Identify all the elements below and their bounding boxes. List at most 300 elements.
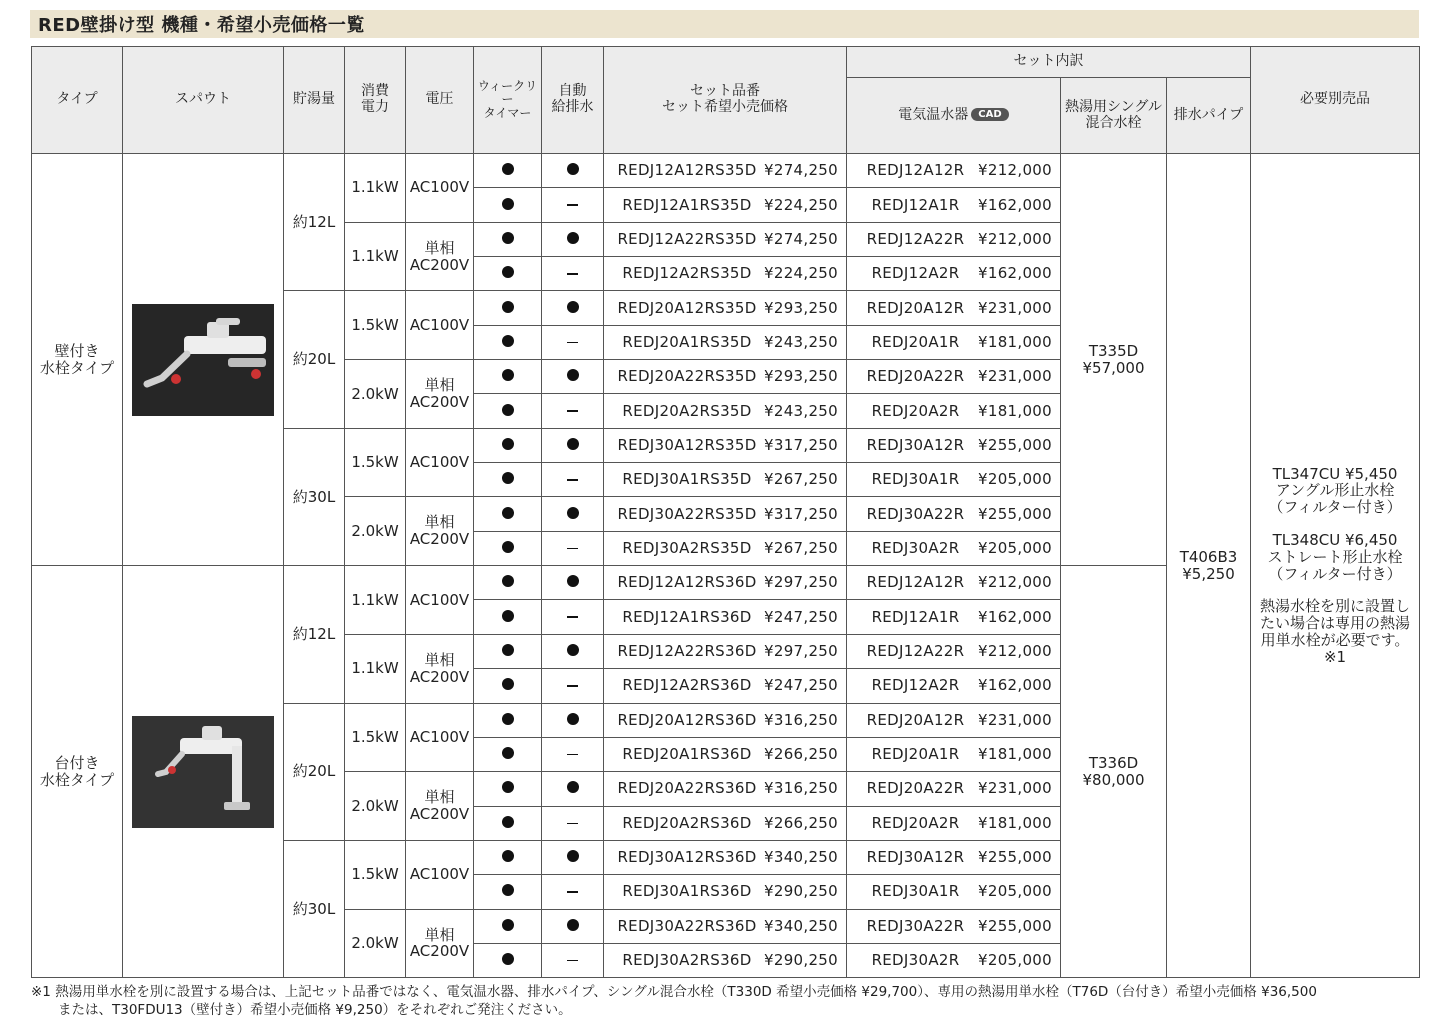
voltage-cell: AC100V [406, 703, 474, 772]
set-code-cell [604, 840, 847, 874]
auto-water-cell [542, 669, 604, 703]
set-code-cell [604, 463, 847, 497]
timer-cell [474, 257, 542, 291]
set-code-cell [604, 703, 847, 737]
auto-water-cell [542, 428, 604, 462]
heater-code-cell [847, 257, 1061, 291]
filled-dot-icon [502, 163, 514, 175]
heater-code-cell [847, 497, 1061, 531]
dash-icon [567, 960, 578, 962]
faucet-photo [132, 304, 274, 416]
capacity-cell: 約30L [284, 840, 345, 977]
required-item-1: TL347CU ¥5,450 アングル形止水栓 （フィルター付き） [1268, 464, 1402, 517]
faucet-cell: T335D ¥57,000 [1061, 154, 1167, 566]
spout-cell [123, 566, 284, 978]
set-code: REDJ20A1RS35D [622, 332, 752, 351]
filled-dot-icon [502, 541, 514, 553]
auto-water-cell [542, 943, 604, 977]
set-code: REDJ30A1RS35D [622, 470, 752, 489]
heater-code-cell [847, 531, 1061, 565]
footnote-line-2: または、T30FDU13（壁付き）希望小売価格 ¥9,250）をそれぞれご発注ください。 [58, 1002, 572, 1019]
heater-code-cell [847, 875, 1061, 909]
filled-dot-icon [502, 816, 514, 828]
set-code-cell [604, 291, 847, 325]
dash-icon [567, 823, 578, 825]
filled-dot-icon [502, 610, 514, 622]
table-row [32, 154, 1420, 188]
dash-icon [567, 616, 578, 618]
filled-dot-icon [502, 884, 514, 896]
heater-code-cell [847, 325, 1061, 359]
set-code: REDJ30A12RS35D [617, 436, 757, 455]
filled-dot-icon [502, 369, 514, 381]
timer-cell [474, 737, 542, 771]
heater-price: ¥212,000 [978, 161, 1052, 180]
cad-badge[interactable]: CAD [971, 108, 1008, 121]
heater-code: REDJ12A1R [871, 607, 960, 626]
auto-water-cell [542, 394, 604, 428]
page-title-text: RED壁掛け型 機種・希望小売価格一覧 [38, 15, 365, 36]
dash-icon [567, 410, 578, 412]
heater-code-cell [847, 840, 1061, 874]
heater-price: ¥162,000 [978, 607, 1052, 626]
header-drain: 排水パイプ [1167, 78, 1251, 154]
filled-dot-icon [567, 369, 579, 381]
set-price: ¥293,250 [764, 298, 838, 317]
heater-price: ¥231,000 [978, 779, 1052, 798]
set-code: REDJ30A22RS35D [617, 504, 757, 523]
heater-code-cell [847, 222, 1061, 256]
set-code-cell [604, 188, 847, 222]
header-heater: 電気温水器 CAD [847, 78, 1061, 154]
required-item-2: TL348CU ¥6,450 ストレート形止水栓 （フィルター付き） [1267, 531, 1403, 583]
heater-code-cell [847, 600, 1061, 634]
filled-dot-icon [567, 850, 579, 862]
set-price: ¥224,250 [764, 264, 838, 283]
power-cell: 1.1kW [345, 222, 406, 291]
set-code-cell [604, 875, 847, 909]
timer-cell [474, 909, 542, 943]
set-price: ¥266,250 [764, 745, 838, 764]
heater-code: REDJ20A22R [866, 367, 965, 386]
set-code: REDJ20A2RS35D [622, 401, 752, 420]
set-code: REDJ12A12RS36D [617, 573, 757, 592]
power-cell: 2.0kW [345, 497, 406, 566]
heater-price: ¥255,000 [978, 436, 1052, 455]
heater-code: REDJ12A22R [866, 642, 965, 661]
heater-code: REDJ20A12R [866, 710, 965, 729]
set-price: ¥293,250 [764, 367, 838, 386]
header-type: タイプ [32, 47, 123, 154]
faucet-photo [132, 716, 274, 828]
set-code: REDJ20A12RS35D [617, 298, 757, 317]
set-price: ¥290,250 [764, 951, 838, 970]
heater-price: ¥255,000 [978, 848, 1052, 867]
header-row-1 [32, 47, 1420, 78]
dash-icon [567, 204, 578, 206]
set-code: REDJ12A2RS35D [622, 264, 752, 283]
set-price: ¥267,250 [764, 470, 838, 489]
auto-water-cell [542, 463, 604, 497]
voltage-cell: AC100V [406, 428, 474, 497]
auto-water-cell [542, 875, 604, 909]
timer-cell [474, 840, 542, 874]
header-set-code: セット品番 セット希望小売価格 [604, 47, 847, 154]
capacity-cell: 約20L [284, 291, 345, 428]
set-price: ¥317,250 [764, 436, 838, 455]
set-price: ¥247,250 [764, 676, 838, 695]
heater-price: ¥205,000 [978, 470, 1052, 489]
heater-code: REDJ12A12R [866, 161, 965, 180]
heater-code: REDJ12A1R [871, 195, 960, 214]
auto-water-cell [542, 600, 604, 634]
filled-dot-icon [502, 781, 514, 793]
spout-cell [123, 154, 284, 566]
set-code: REDJ12A22RS35D [617, 229, 757, 248]
auto-water-cell [542, 497, 604, 531]
set-price: ¥317,250 [764, 504, 838, 523]
timer-cell [474, 291, 542, 325]
heater-price: ¥231,000 [978, 710, 1052, 729]
auto-water-cell [542, 634, 604, 668]
auto-water-cell [542, 703, 604, 737]
set-code: REDJ30A22RS36D [617, 916, 757, 935]
power-cell: 1.5kW [345, 840, 406, 909]
set-code: REDJ20A22RS36D [617, 779, 757, 798]
header-faucet: 熱湯用シングル 混合水栓 [1061, 78, 1167, 154]
heater-code-cell [847, 394, 1061, 428]
timer-cell [474, 394, 542, 428]
footnote [31, 983, 1421, 1019]
voltage-cell: 単相 AC200V [406, 222, 474, 291]
header-required: 必要別売品 [1251, 47, 1420, 154]
filled-dot-icon [502, 953, 514, 965]
voltage-cell: 単相 AC200V [406, 909, 474, 978]
heater-code: REDJ12A2R [871, 676, 960, 695]
set-code-cell [604, 428, 847, 462]
set-code-cell [604, 566, 847, 600]
heater-code: REDJ30A2R [871, 951, 960, 970]
set-code-cell [604, 531, 847, 565]
type-cell: 壁付き 水栓タイプ [32, 154, 123, 566]
set-price: ¥316,250 [764, 710, 838, 729]
set-price: ¥243,250 [764, 332, 838, 351]
dash-icon [567, 891, 578, 893]
heater-code: REDJ20A12R [866, 298, 965, 317]
dash-icon [567, 548, 578, 550]
set-price: ¥290,250 [764, 882, 838, 901]
set-price: ¥247,250 [764, 607, 838, 626]
auto-water-cell [542, 325, 604, 359]
header-auto-water: 自動 給排水 [542, 47, 604, 154]
set-code: REDJ20A22RS35D [617, 367, 757, 386]
heater-price: ¥212,000 [978, 642, 1052, 661]
power-cell: 2.0kW [345, 772, 406, 841]
voltage-cell: 単相 AC200V [406, 360, 474, 429]
set-code-cell [604, 394, 847, 428]
heater-price: ¥231,000 [978, 367, 1052, 386]
dash-icon [567, 273, 578, 275]
set-price: ¥266,250 [764, 813, 838, 832]
filled-dot-icon [502, 850, 514, 862]
set-code: REDJ20A1RS36D [622, 745, 752, 764]
heater-code-cell [847, 737, 1061, 771]
filled-dot-icon [502, 472, 514, 484]
set-code: REDJ30A12RS36D [617, 848, 757, 867]
heater-price: ¥162,000 [978, 264, 1052, 283]
heater-code-cell [847, 909, 1061, 943]
set-price: ¥340,250 [764, 916, 838, 935]
set-code: REDJ20A2RS36D [622, 813, 752, 832]
required-note: 熱湯水栓を別に設置し たい場合は専用の熱湯 用単水栓が必要です。 ※1 [1260, 597, 1411, 666]
timer-cell [474, 943, 542, 977]
set-code-cell [604, 772, 847, 806]
heater-code-cell [847, 703, 1061, 737]
timer-cell [474, 772, 542, 806]
filled-dot-icon [567, 644, 579, 656]
filled-dot-icon [502, 335, 514, 347]
power-cell: 1.5kW [345, 703, 406, 772]
header-set-contents: セット内訳 [847, 47, 1251, 78]
filled-dot-icon [502, 644, 514, 656]
filled-dot-icon [502, 232, 514, 244]
filled-dot-icon [502, 404, 514, 416]
auto-water-cell [542, 360, 604, 394]
heater-code-cell [847, 566, 1061, 600]
set-price: ¥274,250 [764, 161, 838, 180]
filled-dot-icon [502, 507, 514, 519]
auto-water-cell [542, 257, 604, 291]
heater-code-cell [847, 188, 1061, 222]
set-price: ¥243,250 [764, 401, 838, 420]
dash-icon [567, 685, 578, 687]
dash-icon [567, 479, 578, 481]
power-cell: 1.5kW [345, 428, 406, 497]
power-cell: 1.5kW [345, 291, 406, 360]
price-table-body [32, 154, 1420, 978]
heater-code: REDJ20A2R [871, 401, 960, 420]
footnote-line-1: ※1 熱湯用単水栓を別に設置する場合は、上記セット品番ではなく、電気温水器、排水パイプ、シングル混合水栓（T330D 希望小売価格 ¥29,700）、専用の熱湯用単水栓（T76D（台付き）希望小売価格 ¥36,500 [31, 984, 1317, 1000]
heater-code: REDJ20A1R [871, 745, 960, 764]
heater-price: ¥212,000 [978, 229, 1052, 248]
set-price: ¥274,250 [764, 229, 838, 248]
voltage-cell: AC100V [406, 566, 474, 635]
auto-water-cell [542, 737, 604, 771]
header-weekly-timer: ウィークリー タイマー [474, 47, 542, 154]
set-code-cell [604, 222, 847, 256]
set-price: ¥297,250 [764, 573, 838, 592]
filled-dot-icon [567, 919, 579, 931]
filled-dot-icon [502, 438, 514, 450]
heater-code: REDJ12A22R [866, 229, 965, 248]
timer-cell [474, 634, 542, 668]
filled-dot-icon [567, 781, 579, 793]
filled-dot-icon [567, 713, 579, 725]
voltage-cell: AC100V [406, 154, 474, 223]
timer-cell [474, 806, 542, 840]
set-code: REDJ20A12RS36D [617, 710, 757, 729]
heater-price: ¥181,000 [978, 401, 1052, 420]
auto-water-cell [542, 531, 604, 565]
set-code-cell [604, 360, 847, 394]
header-spout: スパウト [123, 47, 284, 154]
faucet-cell: T336D ¥80,000 [1061, 566, 1167, 978]
auto-water-cell [542, 188, 604, 222]
timer-cell [474, 669, 542, 703]
set-code-cell [604, 806, 847, 840]
power-cell: 1.1kW [345, 634, 406, 703]
timer-cell [474, 703, 542, 737]
voltage-cell: 単相 AC200V [406, 634, 474, 703]
filled-dot-icon [567, 507, 579, 519]
set-code: REDJ12A22RS36D [617, 642, 757, 661]
set-price: ¥224,250 [764, 195, 838, 214]
filled-dot-icon [502, 266, 514, 278]
heater-code: REDJ30A1R [871, 470, 960, 489]
heater-code: REDJ20A22R [866, 779, 965, 798]
heater-code: REDJ20A2R [871, 813, 960, 832]
required-cell [1251, 154, 1420, 978]
filled-dot-icon [502, 198, 514, 210]
heater-code-cell [847, 806, 1061, 840]
timer-cell [474, 875, 542, 909]
timer-cell [474, 325, 542, 359]
heater-price: ¥205,000 [978, 951, 1052, 970]
heater-price: ¥181,000 [978, 745, 1052, 764]
capacity-cell: 約30L [284, 428, 345, 565]
heater-price: ¥162,000 [978, 676, 1052, 695]
auto-water-cell [542, 154, 604, 188]
heater-code-cell [847, 360, 1061, 394]
heater-price: ¥255,000 [978, 504, 1052, 523]
set-code-cell [604, 943, 847, 977]
set-price: ¥340,250 [764, 848, 838, 867]
voltage-cell: AC100V [406, 291, 474, 360]
price-table [31, 46, 1420, 978]
timer-cell [474, 360, 542, 394]
header-power: 消費 電力 [345, 47, 406, 154]
heater-price: ¥181,000 [978, 813, 1052, 832]
set-code-cell [604, 737, 847, 771]
set-code-cell [604, 634, 847, 668]
auto-water-cell [542, 222, 604, 256]
filled-dot-icon [567, 163, 579, 175]
set-code: REDJ30A2RS36D [622, 951, 752, 970]
auto-water-cell [542, 840, 604, 874]
filled-dot-icon [502, 747, 514, 759]
voltage-cell: AC100V [406, 840, 474, 909]
set-code-cell [604, 600, 847, 634]
set-code: REDJ12A1RS35D [622, 195, 752, 214]
set-price: ¥316,250 [764, 779, 838, 798]
set-code: REDJ12A1RS36D [622, 607, 752, 626]
heater-code: REDJ30A12R [866, 848, 965, 867]
power-cell: 2.0kW [345, 360, 406, 429]
set-code-cell [604, 909, 847, 943]
heater-code-cell [847, 669, 1061, 703]
power-cell: 1.1kW [345, 566, 406, 635]
heater-code: REDJ20A1R [871, 332, 960, 351]
set-code-cell [604, 257, 847, 291]
heater-code: REDJ30A22R [866, 916, 965, 935]
heater-code-cell [847, 291, 1061, 325]
timer-cell [474, 154, 542, 188]
heater-code: REDJ12A2R [871, 264, 960, 283]
header-voltage: 電圧 [406, 47, 474, 154]
filled-dot-icon [502, 301, 514, 313]
auto-water-cell [542, 566, 604, 600]
set-code: REDJ30A2RS35D [622, 539, 752, 558]
heater-code-cell [847, 428, 1061, 462]
heater-price: ¥205,000 [978, 882, 1052, 901]
set-price: ¥297,250 [764, 642, 838, 661]
timer-cell [474, 531, 542, 565]
heater-price: ¥255,000 [978, 916, 1052, 935]
heater-price: ¥162,000 [978, 195, 1052, 214]
heater-price: ¥212,000 [978, 573, 1052, 592]
capacity-cell: 約12L [284, 566, 345, 703]
heater-code: REDJ12A12R [866, 573, 965, 592]
page-title [30, 10, 1419, 38]
capacity-cell: 約12L [284, 154, 345, 291]
heater-code-cell [847, 463, 1061, 497]
heater-code: REDJ30A12R [866, 436, 965, 455]
filled-dot-icon [567, 575, 579, 587]
auto-water-cell [542, 772, 604, 806]
heater-code-cell [847, 154, 1061, 188]
heater-code: REDJ30A22R [866, 504, 965, 523]
filled-dot-icon [502, 575, 514, 587]
set-code-cell [604, 669, 847, 703]
filled-dot-icon [502, 713, 514, 725]
timer-cell [474, 497, 542, 531]
header-capacity: 貯湯量 [284, 47, 345, 154]
set-price: ¥267,250 [764, 539, 838, 558]
heater-code-cell [847, 772, 1061, 806]
timer-cell [474, 188, 542, 222]
timer-cell [474, 222, 542, 256]
heater-code-cell [847, 943, 1061, 977]
auto-water-cell [542, 909, 604, 943]
type-cell: 台付き 水栓タイプ [32, 566, 123, 978]
auto-water-cell [542, 291, 604, 325]
dash-icon [567, 754, 578, 756]
filled-dot-icon [567, 301, 579, 313]
heater-price: ¥181,000 [978, 332, 1052, 351]
power-cell: 1.1kW [345, 154, 406, 223]
filled-dot-icon [567, 232, 579, 244]
filled-dot-icon [502, 678, 514, 690]
power-cell: 2.0kW [345, 909, 406, 978]
voltage-cell: 単相 AC200V [406, 772, 474, 841]
timer-cell [474, 463, 542, 497]
set-code-cell [604, 497, 847, 531]
filled-dot-icon [567, 438, 579, 450]
drain-cell: T406B3 ¥5,250 [1167, 154, 1251, 978]
auto-water-cell [542, 806, 604, 840]
heater-code: REDJ30A1R [871, 882, 960, 901]
voltage-cell: 単相 AC200V [406, 497, 474, 566]
heater-code-cell [847, 634, 1061, 668]
set-code: REDJ12A12RS35D [617, 161, 757, 180]
timer-cell [474, 428, 542, 462]
capacity-cell: 約20L [284, 703, 345, 840]
timer-cell [474, 600, 542, 634]
heater-price: ¥231,000 [978, 298, 1052, 317]
timer-cell [474, 566, 542, 600]
filled-dot-icon [502, 919, 514, 931]
heater-code: REDJ30A2R [871, 539, 960, 558]
